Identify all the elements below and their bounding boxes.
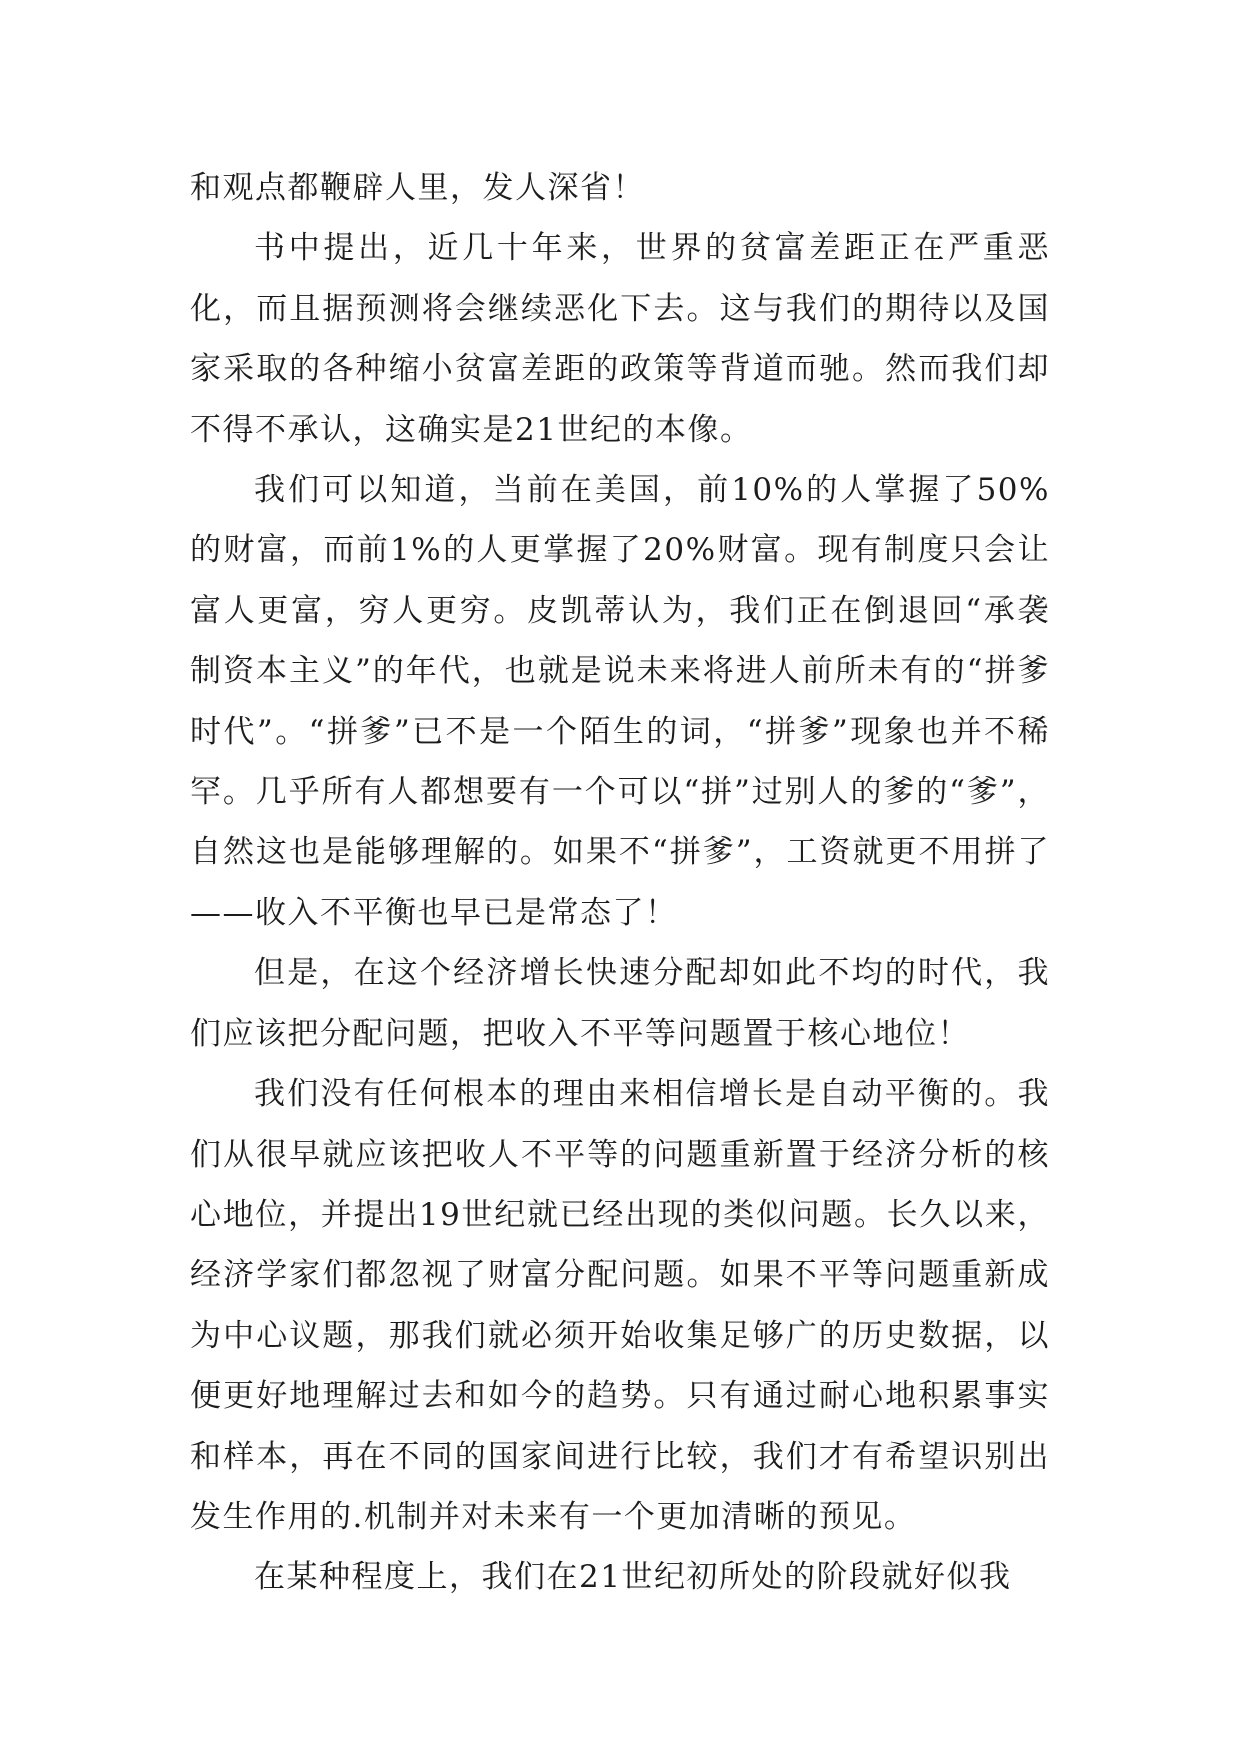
paragraph: 我们可以知道，当前在美国，前10%的人掌握了50%的财富，而前1%的人更掌握了20%财富。现有制度只会让富人更富，穷人更穷。皮凯蒂认为，我们正在倒退回“承袭制资本主义”的年代，也就是说未来将进人前所未有的“拼爹时代”。“拼爹”已不是一个陌生的词，“拼爹”现象也并不稀罕。几乎所有人都想要有一个可以“拼”过别人的爹的“爹”，自然这也是能够理解的。如果不“拼爹”，工资就更不用拼了——收入不平衡也早已是常态了！ (190, 472, 1050, 931)
paragraph: 和观点都鞭辟人里，发人深省！ (190, 170, 645, 206)
paragraph: 在某种程度上，我们在21世纪初所处的阶段就好似我 (254, 1559, 1012, 1596)
body-text (190, 158, 1050, 1608)
paragraph: 我们没有任何根本的理由来相信增长是自动平衡的。我们从很早就应该把收人不平等的问题重新置于经济分析的核心地位，并提出19世纪就已经出现的类似问题。长久以来，经济学家们都忽视了财富分配问题。如果不平等问题重新成为中心议题，那我们就必须开始收集足够广的历史数据，以便更好地理解过去和如今的趋势。只有通过耐心地积累事实和样本，再在不同的国家间进行比较，我们才有希望识别出发生作用的.机制并对未来有一个更加清晰的预见。 (190, 1076, 1050, 1535)
paragraph: 书中提出，近几十年来，世界的贫富差距正在严重恶化，而且据预测将会继续恶化下去。这与我们的期待以及国家采取的各种缩小贫富差距的政策等背道而驰。然而我们却不得不承认，这确实是21世纪的本像。 (190, 230, 1050, 448)
paragraph: 但是，在这个经济增长快速分配却如此不均的时代，我们应该把分配问题，把收入不平等问题置于核心地位！ (190, 955, 1050, 1052)
